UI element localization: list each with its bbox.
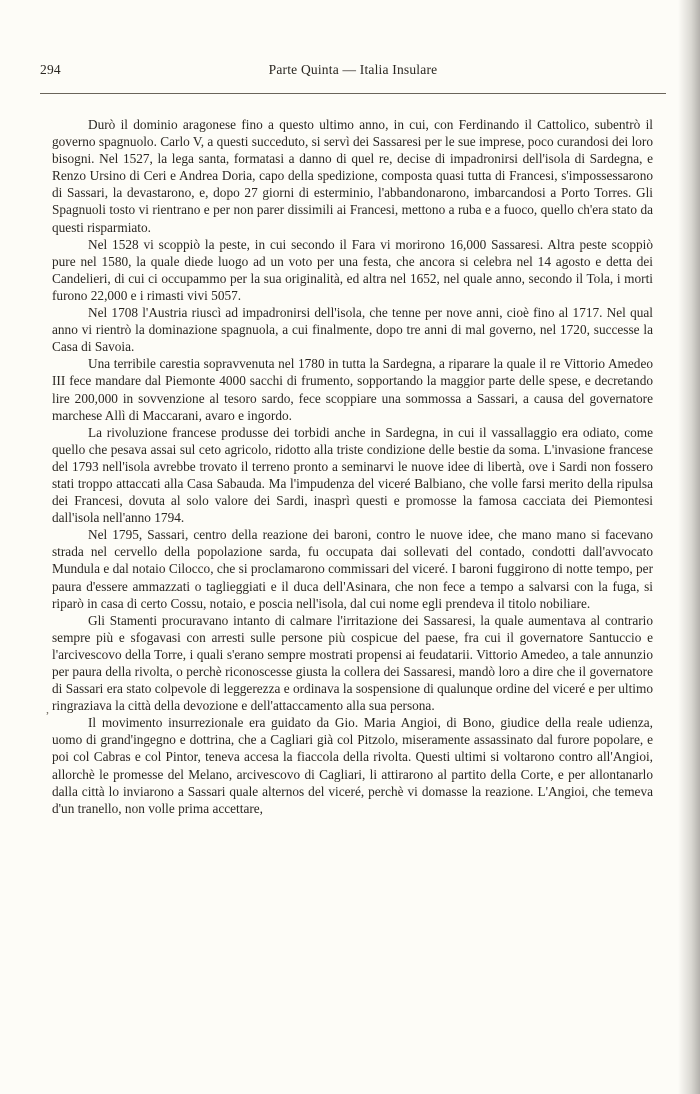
page-number: 294 <box>40 62 61 77</box>
paragraph: Gli Stamenti procuravano intanto di calmare l'irritazione dei Sassaresi, la quale aumentava al contrario sempre più e sfogavasi con arresti sulle persone più cospicue del paese, fra cui il governatore Santuccio e l'arcivescovo della Torre, i quali s'erano sempre mostrati propensi ai feudatarii. Vittorio Amedeo, a tale annunzio per paura della rivolta, o perchè riconoscesse giusta la collera dei Sassaresi, mandò loro a dire che il governatore di Sassari era stato colpevole di leggerezza e ordinava la sospensione di qualunque ordine del viceré e per ultimo ringraziava la città della devozione e dell'attaccamento alla sua persona. <box>52 612 653 714</box>
paragraph: Durò il dominio aragonese fino a questo ultimo anno, in cui, con Ferdinando il Cattolico, subentrò il governo spagnuolo. Carlo V, a questi succeduto, si servì dei Sassaresi per le sue imprese, poco curandosi dei loro bisogni. Nel 1527, la lega santa, formatasi a danno di quel re, decise di impadronirsi dell'isola di Sardegna, e Renzo Ursino di Ceri e Andrea Doria, capo della spedizione, composta quasi tutta di Francesi, s'impossessarono di Sassari, la devastarono, e, dopo 27 giorni di esterminio, l'abbandonarono, imbarcandosi a Porto Torres. Gli Spagnuoli tosto vi rientrano e per non parer dissimili ai Francesi, mettono a ruba e a fuoco, quello ch'era stato da questi risparmiato. <box>52 117 653 235</box>
margin-mark: , <box>46 702 49 716</box>
paragraph: Il movimento insurrezionale era guidato da Gio. Maria Angioi, di Bono, giudice della reale udienza, uomo di grand'ingegno e dottrina, che a Cagliari già col Pitzolo, miseramente assassinato dal furore popolare, e poi col Cabras e col Pintor, teneva accesa la fiaccola della rivolta. Questi ultimi si voltarono contro all'Angioi, allorchè le promesse del Melano, arcivescovo di Cagliari, li attirarono al partito della Corte, e per allontanarlo dalla città lo inviarono a Sassari quale alternos del viceré, perchè vi domasse la reazione. L'Angioi, che temeva d'un tranello, non volle prima accettare, <box>52 715 653 816</box>
paragraph: La rivoluzione francese produsse dei torbidi anche in Sardegna, in cui il vassallaggio era odiato, come quello che pesava assai sul ceto agricolo, ridotto alla triste condizione delle bestie da soma. L'invasione francese del 1793 nell'isola avrebbe trovato il terreno pronto a seminarvi le nuove idee di libertà, ove i Sardi non fossero stati troppo attaccati alla Casa Sabauda. Ma l'impudenza del viceré Balbiano, che volle farsi merito della ripulsa dei Francesi, dovuta al solo valore dei Sardi, inasprì questi e promosse la famosa cacciata dei Piemontesi dall'isola nell'anno 1794. <box>52 424 653 526</box>
running-head-title: Parte Quinta — Italia Insulare <box>268 62 438 77</box>
header-rule <box>40 93 666 94</box>
body-text <box>52 116 653 817</box>
paragraph: Una terribile carestia sopravvenuta nel 1780 in tutta la Sardegna, a riparare la quale il re Vittorio Amedeo III fece mandare dal Piemonte 4000 sacchi di frumento, sopportando la maggior parte delle spese, e decretando lire 200,000 in sovvenzione al tesoro sardo, fece scoppiare una sommossa a Sassari, a causa del governatore marchese Allì di Maccarani, avaro e ingordo. <box>52 356 653 423</box>
page-edge-shadow <box>678 0 700 1094</box>
running-head <box>40 62 666 86</box>
paragraph: Nel 1708 l'Austria riuscì ad impadronirsi dell'isola, che tenne per nove anni, cioè fino al 1717. Nel qual anno vi rientrò la dominazione spagnuola, a cui finalmente, dopo tre anni di mal governo, nel 1720, successe la Casa di Savoia. <box>52 305 653 355</box>
paragraph: Nel 1795, Sassari, centro della reazione dei baroni, contro le nuove idee, che mano mano si facevano strada nel cervello della popolazione sarda, fu occupata dai sollevati del contado, condotti dall'avvocato Mundula e dal notaio Cilocco, che si proclamarono commissari del viceré. I baroni fuggirono di notte tempo, per paura d'essere ammazzati o taglieggiati e il duca dell'Asinara, che non fece a tempo a salvarsi con la fuga, si riparò in casa di certo Cossu, notaio, e poscia nell'isola, dal cui nome egli prendeva il titolo nobiliare. <box>52 527 653 611</box>
paragraph: Nel 1528 vi scoppiò la peste, in cui secondo il Fara vi morirono 16,000 Sassaresi. Altra peste scoppiò pure nel 1580, la quale diede luogo ad un voto per una festa, che ancora si celebra nel 14 agosto e detta dei Candelieri, di cui ci occupammo per la sua originalità, ed altra nel 1652, nel quale anno, secondo il Tola, i morti furono 22,000 e i rimasti vivi 5057. <box>52 236 653 303</box>
